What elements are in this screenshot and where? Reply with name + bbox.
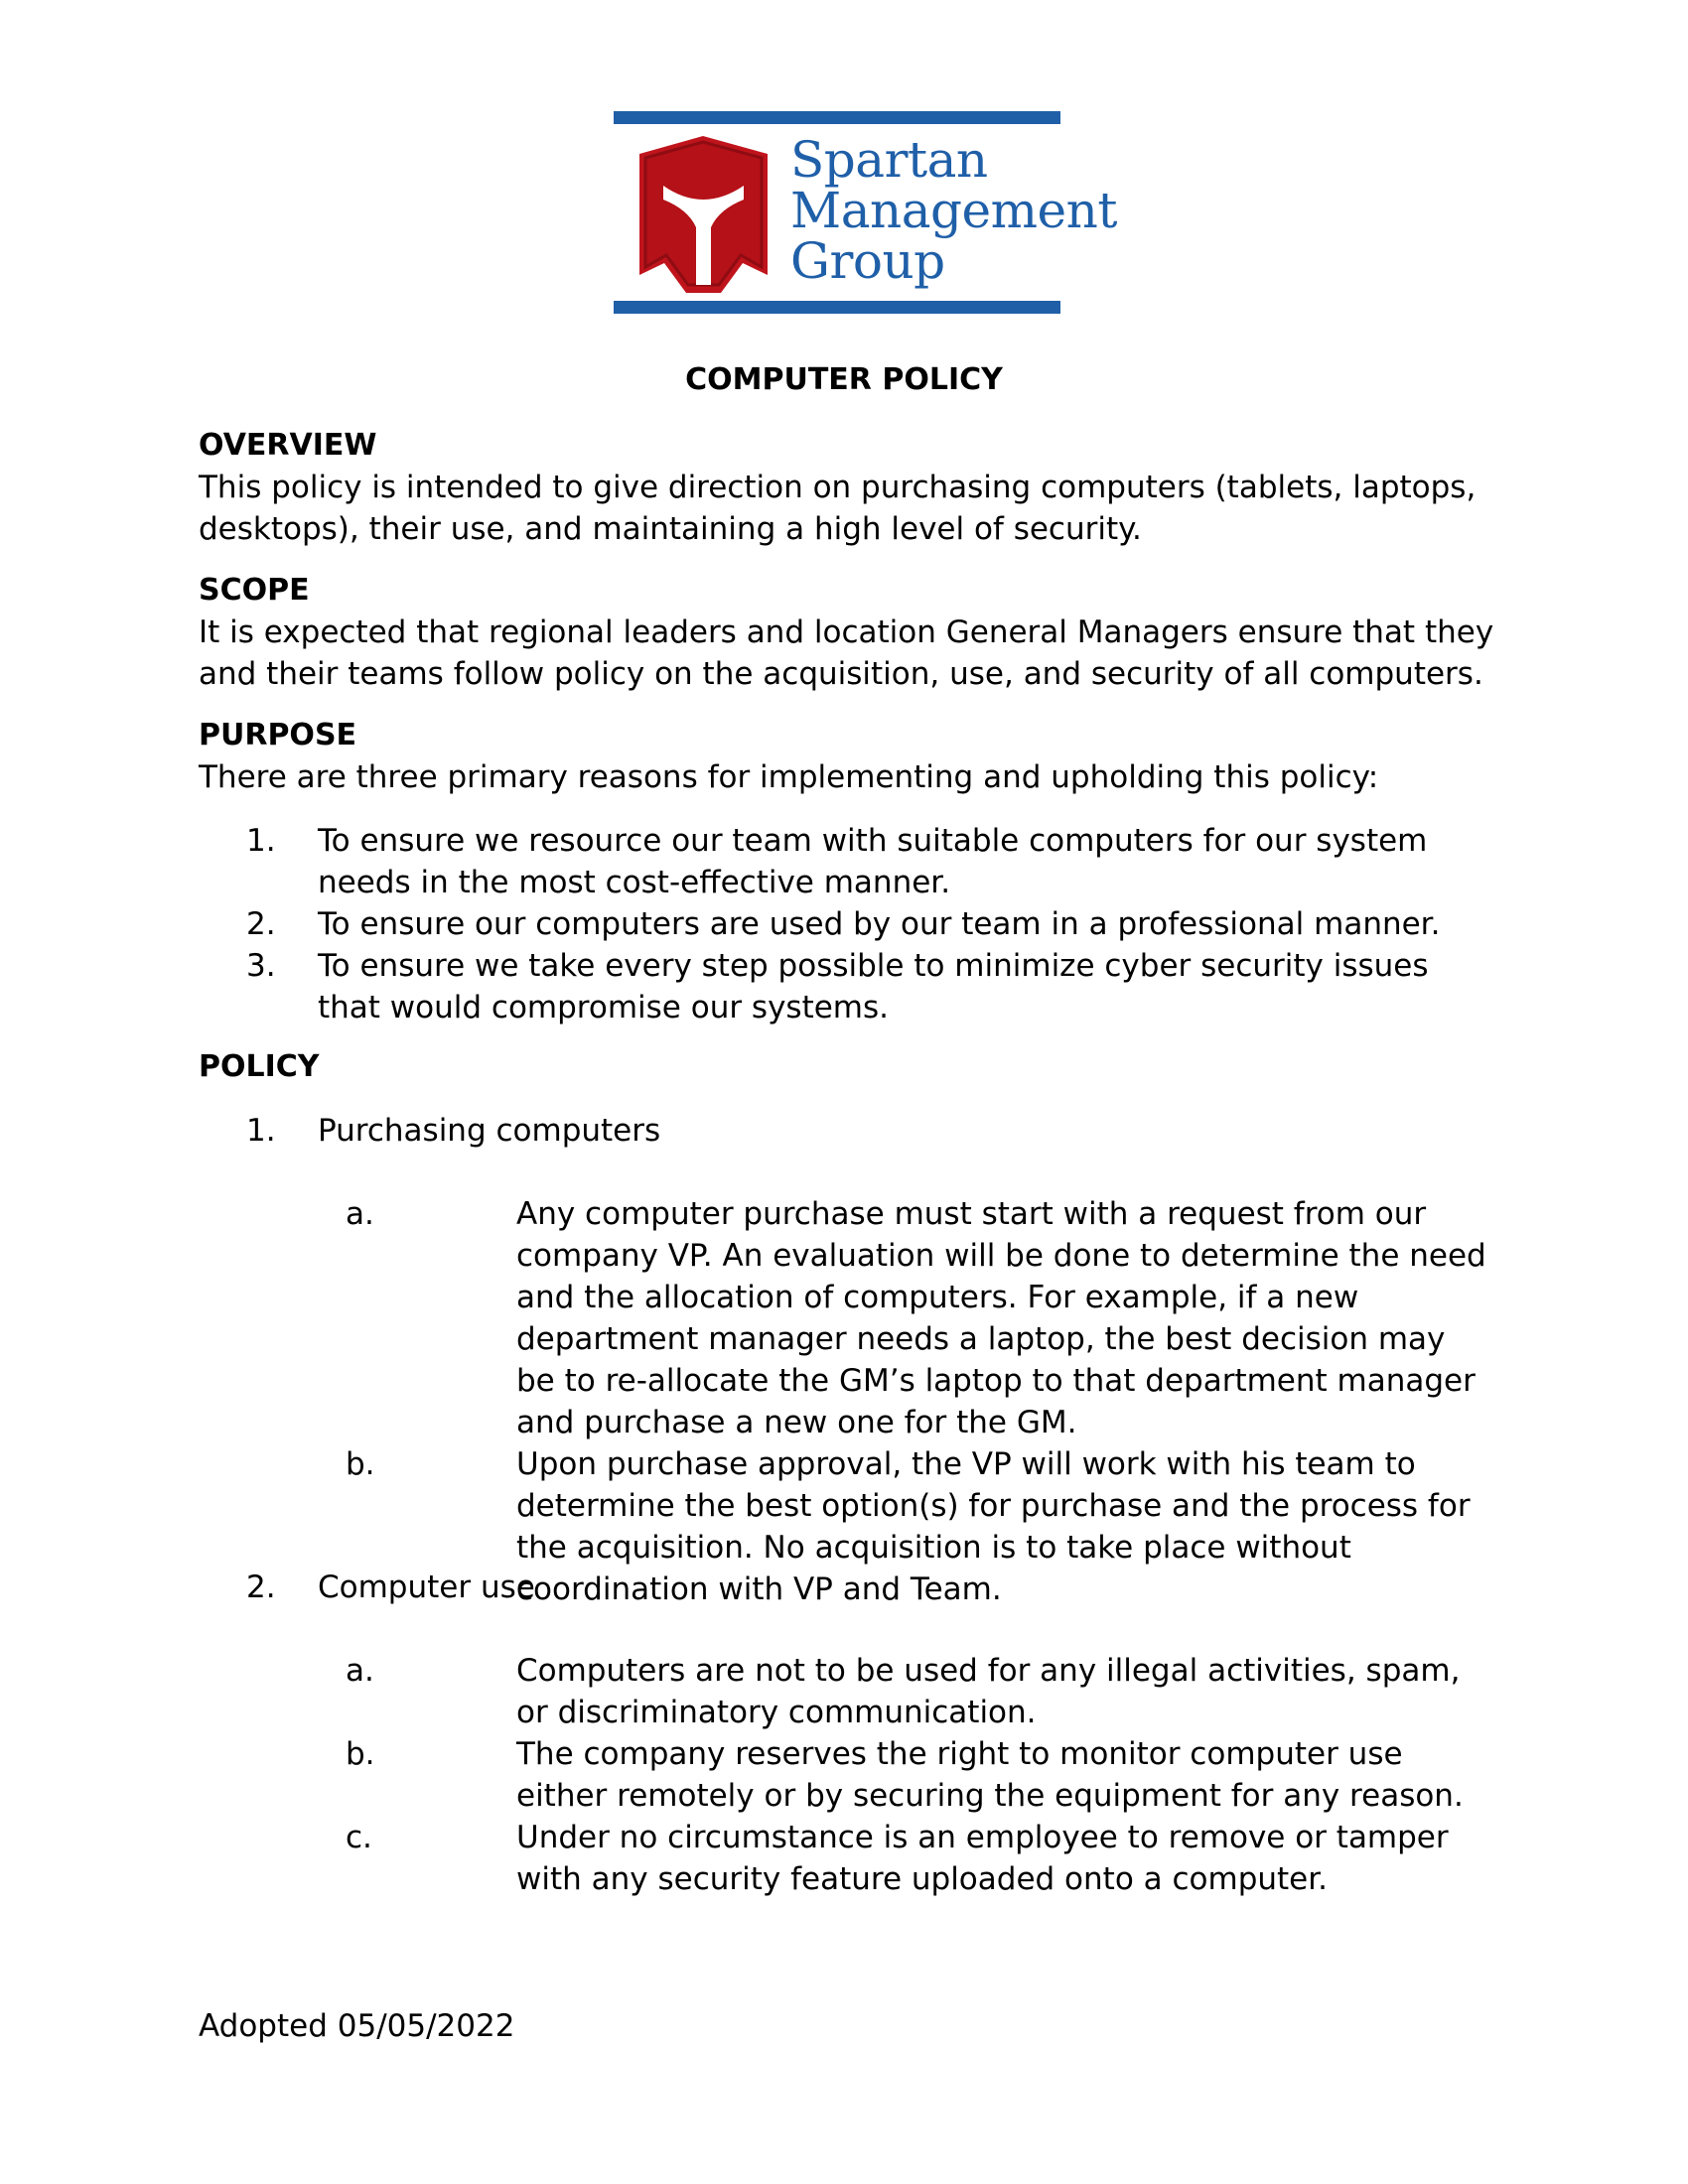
purpose-list <box>199 820 1489 1028</box>
list-marker: c. <box>346 1820 372 1855</box>
page-title: COMPUTER POLICY <box>685 362 1003 397</box>
list-item-text: To ensure our computers are used by our team in a professional manner. <box>318 906 1441 942</box>
policy-section <box>199 1046 1509 1088</box>
list-item <box>199 1193 1489 1443</box>
logo-wordmark <box>790 131 1117 290</box>
list-marker: 1. <box>246 823 276 859</box>
list-item <box>199 1733 1489 1817</box>
policy-heading: POLICY <box>199 1049 320 1084</box>
list-marker: a. <box>346 1653 374 1689</box>
list-item <box>199 1110 1489 1152</box>
policy-item-title: Purchasing computers <box>318 1113 661 1149</box>
logo-line-group: Group <box>790 232 945 290</box>
computer-use-sublist <box>199 1650 1489 1900</box>
list-item-text: Under no circumstance is an employee to remove or tamper with any security feature uploaded onto a computer. <box>516 1820 1449 1897</box>
list-item <box>199 1567 1489 1608</box>
logo-top-bar <box>614 111 1060 124</box>
logo-line-management: Management <box>790 182 1117 239</box>
policy-item-computer-use <box>199 1567 1489 1608</box>
list-item <box>199 1650 1489 1733</box>
company-logo <box>614 111 1117 314</box>
overview-text: This policy is intended to give direction on purchasing computers (tablets, laptops, desktops), their use, and maintaining a high level of security. <box>199 470 1477 547</box>
scope-heading: SCOPE <box>199 573 310 608</box>
overview-heading: OVERVIEW <box>199 428 377 463</box>
list-item <box>199 903 1489 945</box>
list-marker: b. <box>346 1446 375 1482</box>
spartan-helmet-icon <box>632 136 775 293</box>
policy-item-title: Computer use <box>318 1570 535 1605</box>
scope-text: It is expected that regional leaders and location General Managers ensure that they and their teams follow policy on the acquisition, use, and security of all computers. <box>199 614 1494 692</box>
list-marker: b. <box>346 1736 375 1772</box>
purpose-section <box>199 715 1509 798</box>
overview-section <box>199 425 1509 550</box>
purchasing-sublist <box>199 1193 1489 1610</box>
list-marker: 3. <box>246 948 276 984</box>
scope-section <box>199 570 1509 695</box>
list-item-text: Any computer purchase must start with a request from our company VP. An evaluation will be done to determine the need and the allocation of computers. For example, if a new department manager needs a laptop, the best decision may be to re-allocate the GM’s laptop to that department manager and purchase a new one for the GM. <box>516 1196 1486 1440</box>
list-item-text: The company reserves the right to monitor computer use either remotely or by securing the equipment for any reason. <box>516 1736 1464 1814</box>
list-item <box>199 820 1489 903</box>
list-item-text: To ensure we take every step possible to minimize cyber security issues that would compromise our systems. <box>318 948 1429 1025</box>
list-item <box>199 945 1489 1028</box>
list-marker: 1. <box>246 1113 276 1149</box>
list-item-text: Upon purchase approval, the VP will work with his team to determine the best option(s) for purchase and the process for the acquisition. No acquisition is to take place without coordination with VP and Team. <box>516 1446 1471 1607</box>
list-item-text: Computers are not to be used for any illegal activities, spam, or discriminatory communication. <box>516 1653 1461 1730</box>
purpose-text: There are three primary reasons for implementing and upholding this policy: <box>199 759 1379 795</box>
list-item <box>199 1817 1489 1900</box>
list-marker: 2. <box>246 906 276 942</box>
list-marker: a. <box>346 1196 374 1232</box>
list-marker: 2. <box>246 1570 276 1605</box>
policy-item-purchasing <box>199 1110 1489 1152</box>
logo-line-spartan: Spartan <box>790 131 988 189</box>
adopted-date: Adopted 05/05/2022 <box>199 2008 515 2044</box>
purpose-heading: PURPOSE <box>199 718 357 752</box>
logo-bottom-bar <box>614 301 1060 314</box>
list-item-text: To ensure we resource our team with suitable computers for our system needs in the most cost-effective manner. <box>318 823 1428 900</box>
